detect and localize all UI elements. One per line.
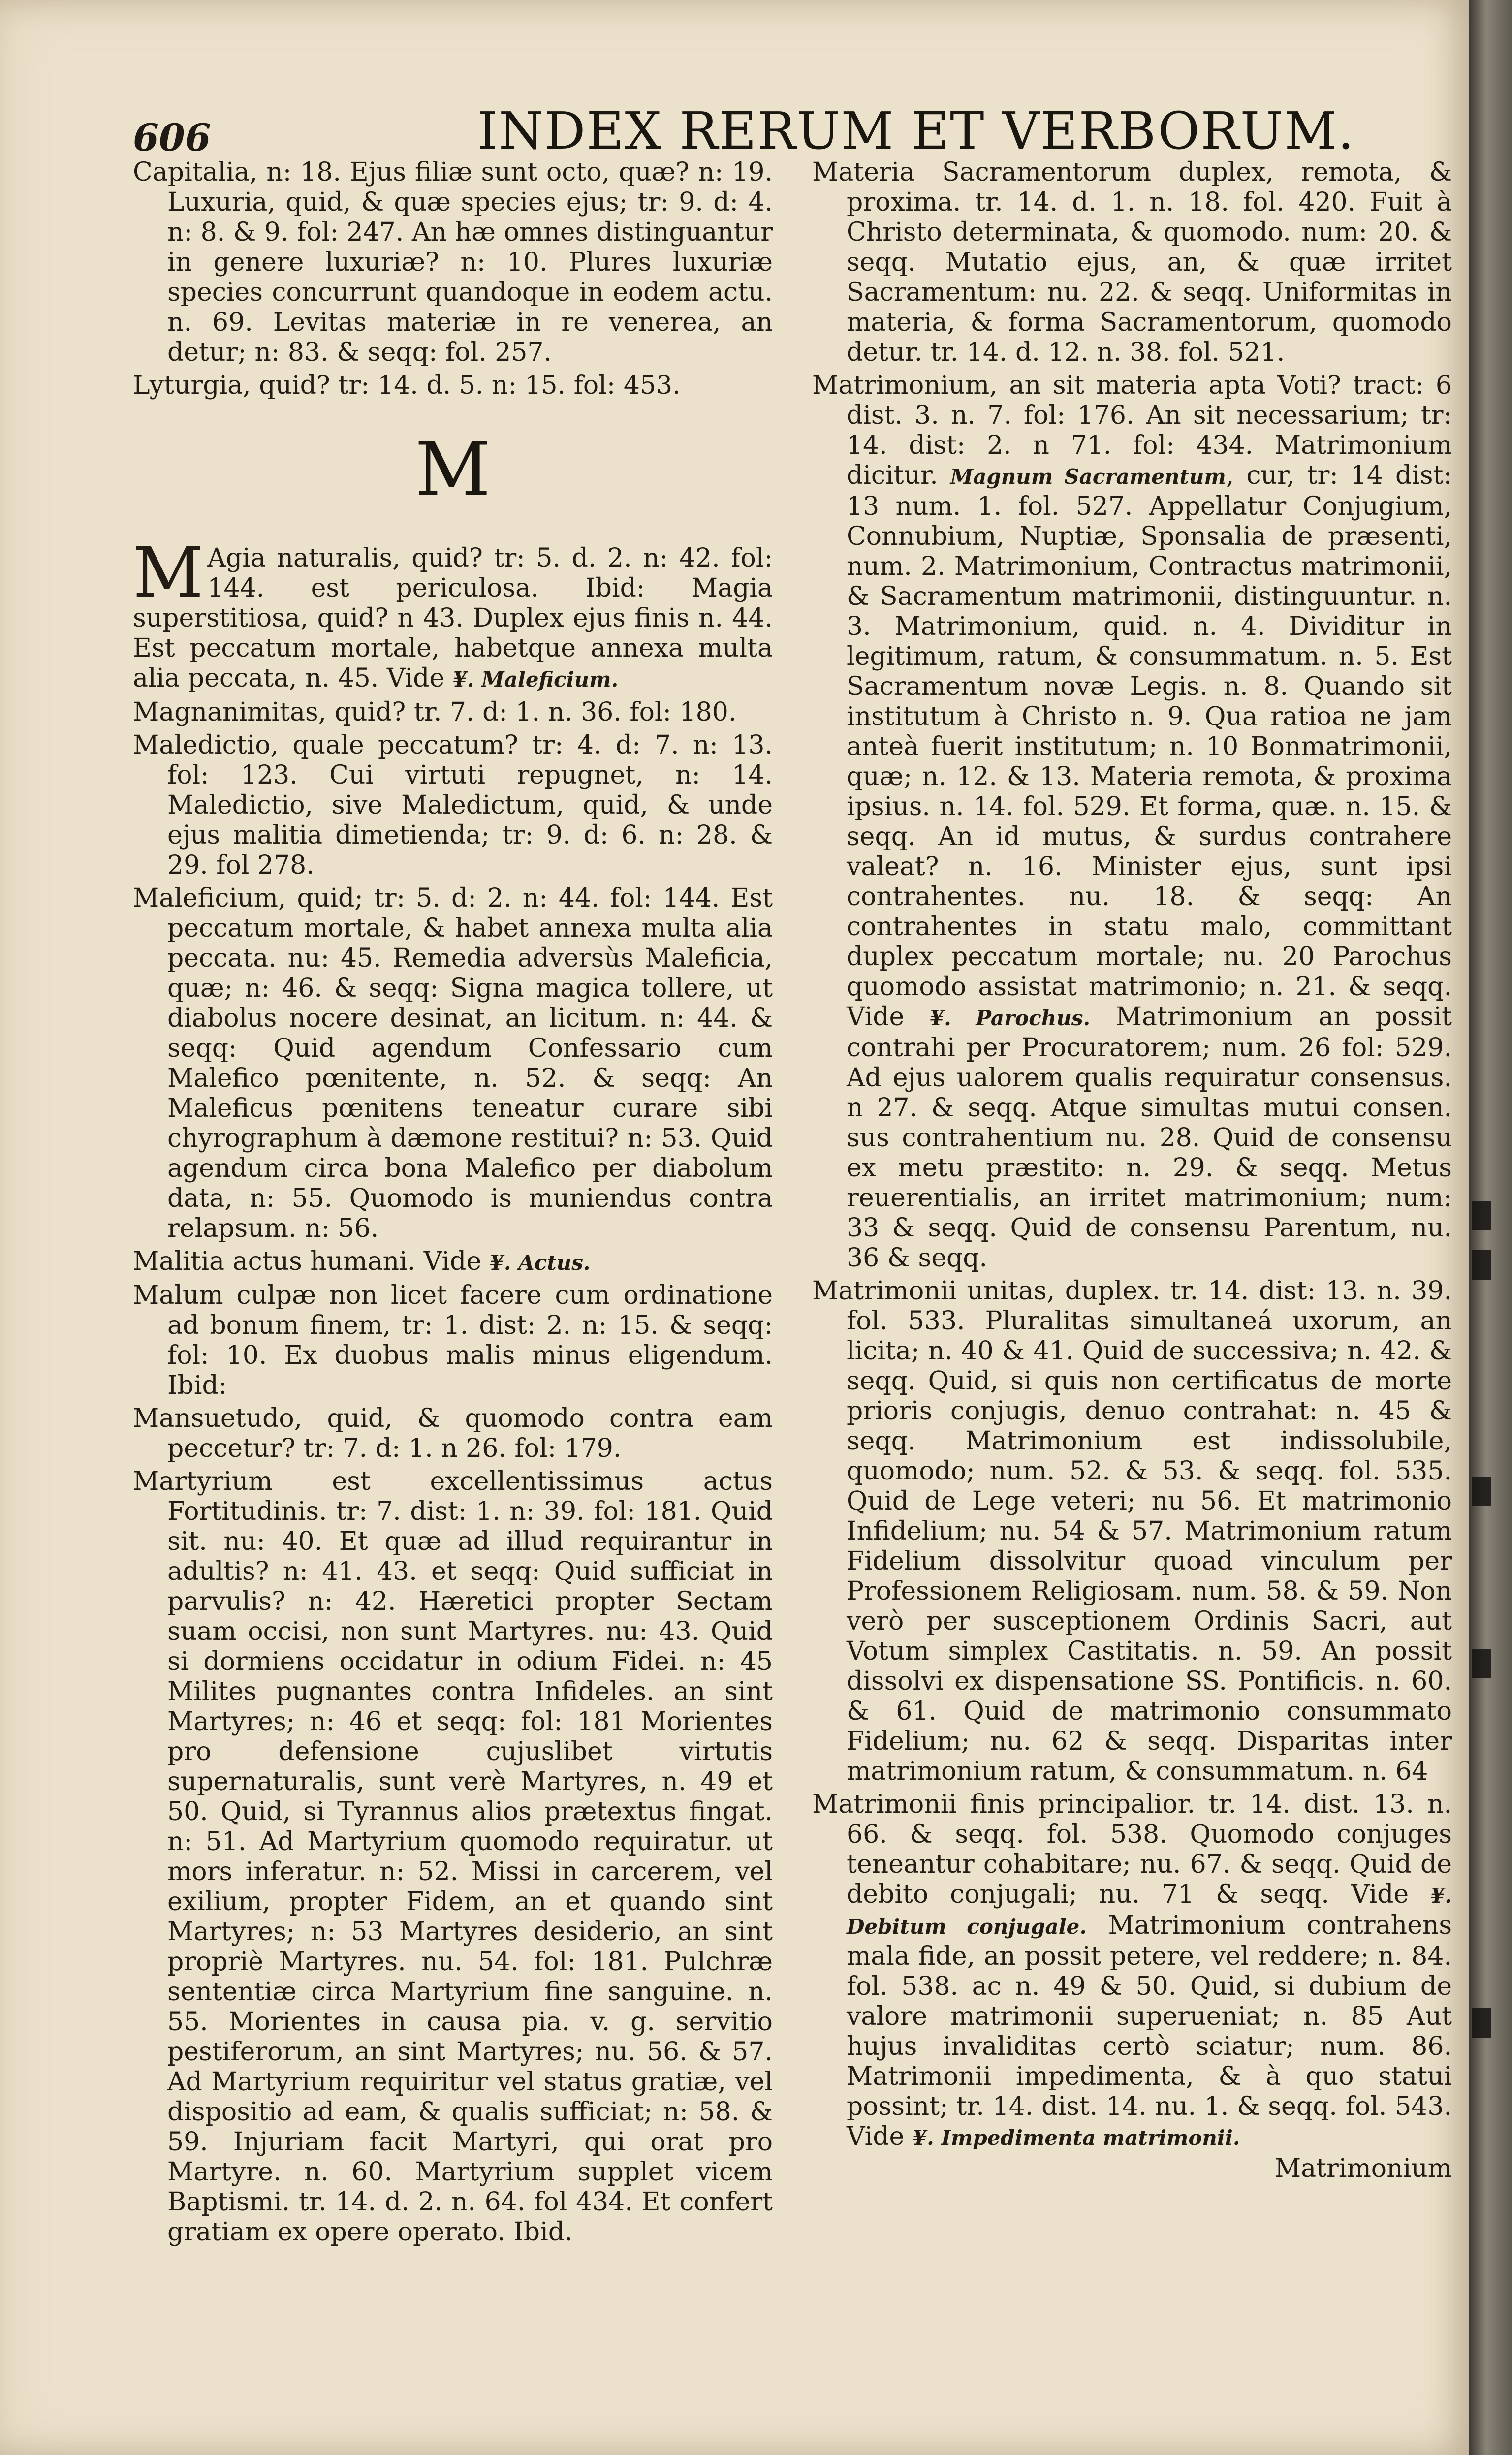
margin-mark [1472, 1250, 1491, 1280]
drop-capital: M [133, 533, 204, 613]
margin-mark [1472, 1201, 1491, 1230]
index-entry: Malum culpæ non licet facere cum ordinatione ad bonum finem, tr: 1. dist: 2. n: 15. & seqq: fol: 10. Ex duobus malis minus eligendum. Ibid: [133, 1281, 773, 1400]
cross-reference: Magnum Sacramentum [950, 465, 1226, 489]
page-number: 606 [133, 116, 211, 159]
index-entry: Lyturgia, quid? tr: 14. d. 5. n: 15. fol: 453. [133, 371, 681, 400]
entry-text: Malitia actus humani. Vide [133, 1247, 482, 1276]
cross-reference: ¥. Impedimenta matrimonii. [912, 2126, 1240, 2150]
catchword: Matrimonium [1274, 2154, 1452, 2183]
cross-reference: ¥. Debitum conjugale. [847, 1884, 1452, 1939]
index-entry: Magnanimitas, quid? tr. 7. d: 1. n. 36. fol: 180. [133, 697, 737, 727]
entry-text: Matrimonium contrahens mala fide, an possit petere, vel reddere; n. 84. fol. 538. ac n. 49 & 50. Quid, si dubium de valore matrimonii superueniat; n. 85 Aut hujus invaliditas certò sciatur; num. 86. Matrimonii impedimenta, & à quo statui possint; tr. 14. dist. 14. nu. 1. & seqq. fol. 543. Vide [847, 1911, 1452, 2151]
section-letter: M [415, 427, 491, 512]
margin-mark [1472, 1649, 1491, 1678]
margin-mark [1472, 1477, 1491, 1506]
page-header [133, 96, 1462, 160]
entry-text: Matrimonium an possit contrahi per Procuratorem; num. 26 fol: 529. Ad ejus ualorem qualis requiratur consensus. n 27. & seqq. Atque simultas mutui consen. sus contrahentium nu. 28. Quid de consensu ex metu præstito: n. 29. & seqq. Metus reuerentialis, an irritet matrimonium; num: 33 & seqq. Quid de consensu Parentum, nu. 36 & seqq. [847, 1002, 1452, 1273]
cross-reference: ¥. Parochus. [929, 1006, 1091, 1030]
index-entry-finis [812, 1790, 1452, 2153]
index-entry: Mansuetudo, quid, & quomodo contra eam peccetur? tr: 7. d: 1. n 26. fol: 179. [133, 1404, 773, 1463]
entry-text: Agia naturalis, quid? tr: 5. d. 2. n: 42. fol: 144. est periculosa. Ibid: Magia superstitiosa, quid? n 43. Duplex ejus finis n. 44. Est peccatum mortale, habetque annexa multa alia peccata, n. 45. Vide [133, 543, 773, 693]
margin-mark [1472, 2008, 1491, 2038]
index-entry: Maleficium, quid; tr: 5. d: 2. n: 44. fol: 144. Est peccatum mortale, & habet annexa multa alia peccata. nu: 45. Remedia adversùs Maleficia, quæ; n: 46. & seqq: Signa magica tollere, ut diabolus nocere desinat, an licitum. n: 44. & seqq: Quid agendum Confessario cum Malefico pœnitente, n. 52. & seqq: An Maleficus pœnitens teneatur curare sibi chyrographum à dæmone restitui? n: 53. Quid agendum circa bona Malefico per diabolum data, n: 55. Quomodo is muniendus contra relapsum. n: 56. [133, 883, 773, 1243]
entry-text: Matrimonium, an sit materia apta Voti? tract: 6 dist. 3. n. 7. fol: 176. An sit necessarium; tr: 14. dist: 2. n 71. fol: 434. Matrimonium dicitur. [812, 371, 1452, 490]
entry-text: Matrimonii finis principalior. tr. 14. dist. 13. n. 66. & seqq. fol. 538. Quomodo conjuges teneantur cohabitare; nu. 67. & seqq. Quid de debito conjugali; nu. 71 & seqq. Vide [812, 1790, 1452, 1909]
left-column [133, 157, 773, 2250]
index-entry: Materia Sacramentorum duplex, remota, & proxima. tr. 14. d. 1. n. 18. fol. 420. Fuit à Christo determinata, & quomodo. num: 20. & seqq. Mutatio ejus, an, & quæ irritet Sacramentum: nu. 22. & seqq. Uniformitas in materia, & forma Sacramentorum, quomodo detur. tr. 14. d. 12. n. 38. fol. 521. [812, 157, 1452, 367]
index-entry-matrimonium [812, 371, 1452, 1273]
entry-text: , cur, tr: 14 dist: 13 num. 1. fol. 527. Appellatur Conjugium, Connubium, Nuptiæ, Sponsalia de præsenti, num. 2. Matrimonium, Contractus matrimonii, & Sacramentum matrimonii, distinguuntur. n. 3. Matrimonium, quid. n. 4. Dividitur in legitimum, ratum, & consummatum. n. 5. Est Sacramentum novæ Legis. n. 8. Quando sit institutum à Christo n. 9. Qua ratioa ne jam anteà fuerit institutum; n. 10 Bonmatrimonii, quæ; n. 12. & 13. Materia remota, & proxima ipsius. n. 14. fol. 529. Et forma, quæ. n. 15. & seqq. An id mutus, & surdus contrahere valeat? n. 16. Minister ejus, sunt ipsi contrahentes. nu. 18. & seqq: An contrahentes in statu malo, committant duplex peccatum mortale; nu. 20 Parochus quomodo assistat matrimonio; n. 21. & seqq. Vide [847, 461, 1452, 1032]
cross-reference: ¥. Actus. [489, 1251, 591, 1275]
index-entry: Maledictio, quale peccatum? tr: 4. d: 7. n: 13. fol: 123. Cui virtuti repugnet, n: 14. Maledictio, sive Maledictum, quid, & unde ejus malitia dimetienda; tr: 9. d: 6. n: 28. & 29. fol 278. [133, 730, 773, 880]
index-entry: Matrimonii unitas, duplex. tr. 14. dist: 13. n. 39. fol. 533. Pluralitas simultaneá uxorum, an licita; n. 40 & 41. Quid de successiva; n. 42. & seqq. Quid, si quis non certificatus de morte prioris conjugis, denuo contrahat: n. 45 & seqq. Matrimonium est indissolubile, quomodo; num. 52. & 53. & seqq. fol. 535. Quid de Lege veteri; nu 56. Et matrimonio Infidelium; nu. 54 & 57. Matrimonium ratum Fidelium dissolvitur quoad vinculum per Professionem Religiosam. num. 58. & 59. Non verò per susceptionem Ordinis Sacri, aut Votum simplex Castitatis. n. 59. An possit dissolvi ex dispensatione SS. Pontificis. n. 60. & 61. Quid de matrimonio consummato Fidelium; nu. 62 & seqq. Disparitas inter matrimonium ratum, & consummatum. n. 64 [812, 1276, 1452, 1786]
index-entry-malitia [133, 1247, 773, 1278]
cross-reference: ¥. Maleficium. [452, 667, 619, 692]
index-entry-magia [133, 533, 773, 694]
running-head: INDEX RERUM ET VERBORUM. [477, 101, 1355, 161]
index-entry: Capitalia, n: 18. Ejus filiæ sunt octo, quæ? n: 19. Luxuria, quid, & quæ species ejus; tr: 9. d: 4. n: 8. & 9. fol: 247. An hæ omnes distinguantur in genere luxuriæ? n: 10. Plures luxuriæ species concurrunt quandoque in eodem actu. n. 69. Levitas materiæ in re venerea, an detur; n: 83. & seqq: fol. 257. [133, 157, 773, 367]
right-column [812, 157, 1452, 2184]
index-entry: Martyrium est excellentissimus actus Fortitudinis. tr: 7. dist: 1. n: 39. fol: 181. Quid sit. nu: 40. Et quæ ad illud requirantur in adultis? n: 41. 43. et seqq: Quid sufficiat in parvulis? n: 42. Hæretici propter Sectam suam occisi, non sunt Martyres. nu: 43. Quid si dormiens occidatur in odium Fidei. n: 45 Milites pugnantes contra Infideles. an sint Martyres; n: 46 et seqq: fol: 181 Morientes pro defensione cujuslibet virtutis supernaturalis, sunt verè Martyres, n. 49 et 50. Quid, si Tyrannus alios prætextus fingat. n: 51. Ad Martyrium quomodo requiratur. ut mors inferatur. n: 52. Missi in carcerem, vel exilium, propter Fidem, an et quando sint Martyres; n: 53 Martyres desiderio, an sint propriè Martyres. nu. 54. fol: 181. Pulchræ sententiæ circa Martyrium fine sanguine. n. 55. Morientes in causa pia. v. g. servitio pestiferorum, an sint Martyres; nu. 56. & 57. Ad Martyrium requiritur vel status gratiæ, vel dispositio ad eam, & qualis sufficiat; n: 58. & 59. Injuriam facit Martyri, qui orat pro Martyre. n. 60. Martyrium supplet vicem Baptismi. tr. 14. d. 2. n. 64. fol 434. Et confert gratiam ex opere operato. Ibid. [133, 1467, 773, 2247]
